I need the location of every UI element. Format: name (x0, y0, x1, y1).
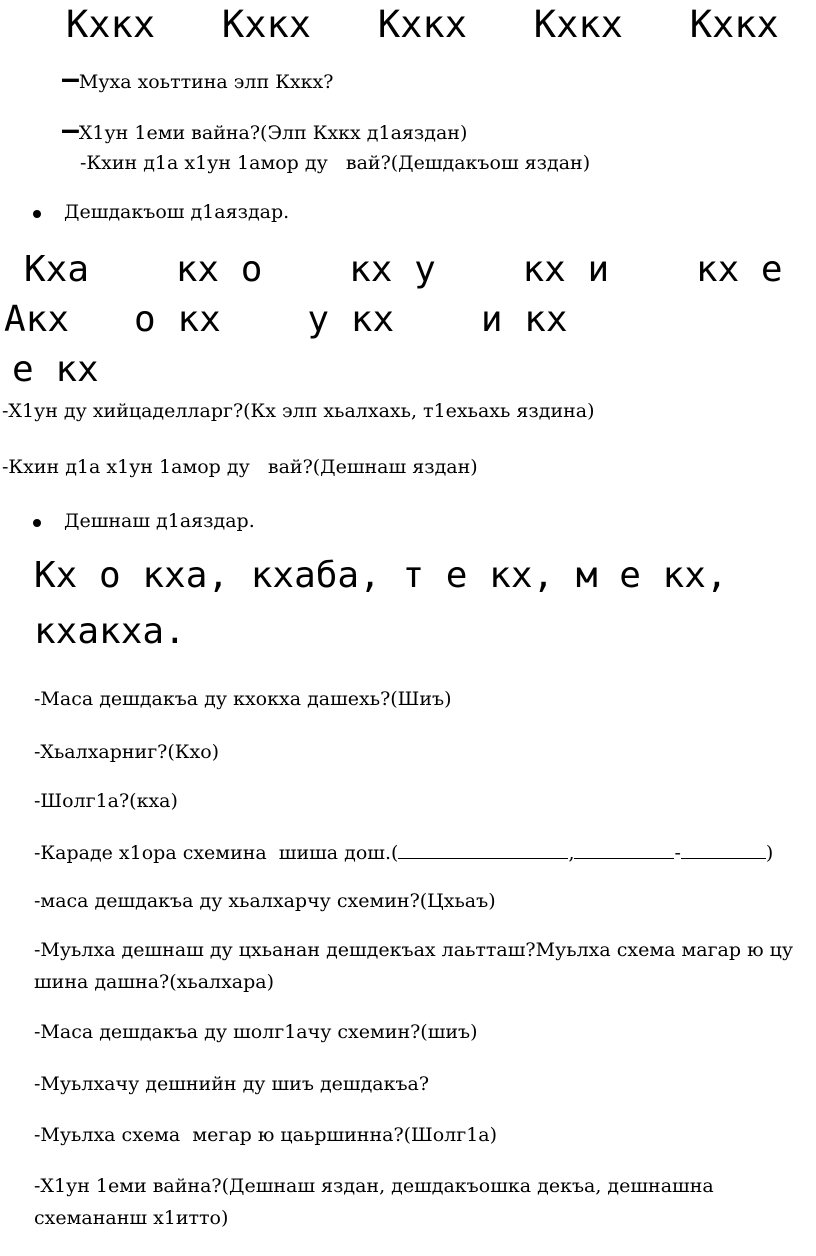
question-line: -Муьлха схема мегар ю цаьршинна?(Шолг1а) (34, 1124, 498, 1146)
blank-field[interactable] (681, 842, 766, 859)
bullet-item: Дешдакъош д1аяздар. (64, 201, 290, 223)
question-line: –Х1ун 1еми вайна?(Элп Кхкх д1аяздан) (62, 113, 468, 146)
question-text: Муха хоьттина элп Кхкх? (78, 71, 334, 93)
question-line: –Муха хоьттина элп Кхкх? (62, 62, 334, 95)
question-line: -Кхин д1а х1ун 1амор ду вай?(Дешдакъош яздан) (80, 152, 591, 174)
blank-field[interactable] (398, 842, 568, 859)
question-line: -Муьлха дешнаш ду цхьанан дешдекъах лаьтташ?Муьлха схема магар ю цу шина дашна?(хьалхара) (34, 939, 794, 993)
separator: - (674, 842, 681, 864)
blank-field[interactable] (574, 842, 674, 859)
bullet-icon (33, 210, 41, 218)
separator: ) (765, 842, 774, 864)
question-line: -Маса дешдакъа ду шолг1ачу схемин?(шиъ) (34, 1021, 478, 1043)
question-line: -Маса дешдакъа ду кхокха дашехь?(Шиъ) (34, 688, 452, 710)
question-line: -Муьлхачу дешнийн ду шиъ дешдакъа? (34, 1073, 430, 1095)
question-line: -Шолг1а?(кха) (34, 790, 178, 812)
scheme-prompt: -Караде х1ора схемина шиша дош.( (34, 842, 399, 864)
syllable-row: е кх (12, 349, 99, 390)
scheme-task (34, 842, 773, 864)
question-line: -Кхин д1а х1ун 1амор ду вай?(Дешнаш яздан) (2, 456, 478, 478)
bullet-item: Дешнаш д1аяздар. (64, 510, 255, 532)
heading-letters: Кхкх Кхкх Кхкх Кхкх Кхкх (66, 3, 779, 46)
words-line: Кх о кха, кхаба, т е кх, м е кх, (34, 555, 728, 596)
question-line: -маса дешдакъа ду хьалхарчу схемин?(Цхьаъ) (34, 890, 496, 912)
question-line: -Х1ун 1еми вайна?(Дешнаш яздан, дешдакъошка декъа, дешнашна схемананш х1итто) (34, 1175, 714, 1229)
words-line: кхакха. (34, 611, 186, 652)
question-line: -Хьалхарниг?(Кхо) (34, 741, 220, 763)
syllable-row: Акх о кх у кх и кх (4, 299, 568, 340)
question-line: -Х1ун ду хийцаделларг?(Кх элп хьалхахь, т1ехьахь яздина) (2, 400, 595, 422)
syllable-row: Кха кх о кх у кх и кх е (24, 249, 783, 290)
bullet-icon (33, 519, 41, 527)
question-text: Х1ун 1еми вайна?(Элп Кхкх д1аяздан) (78, 122, 468, 144)
separator: , (568, 842, 575, 864)
